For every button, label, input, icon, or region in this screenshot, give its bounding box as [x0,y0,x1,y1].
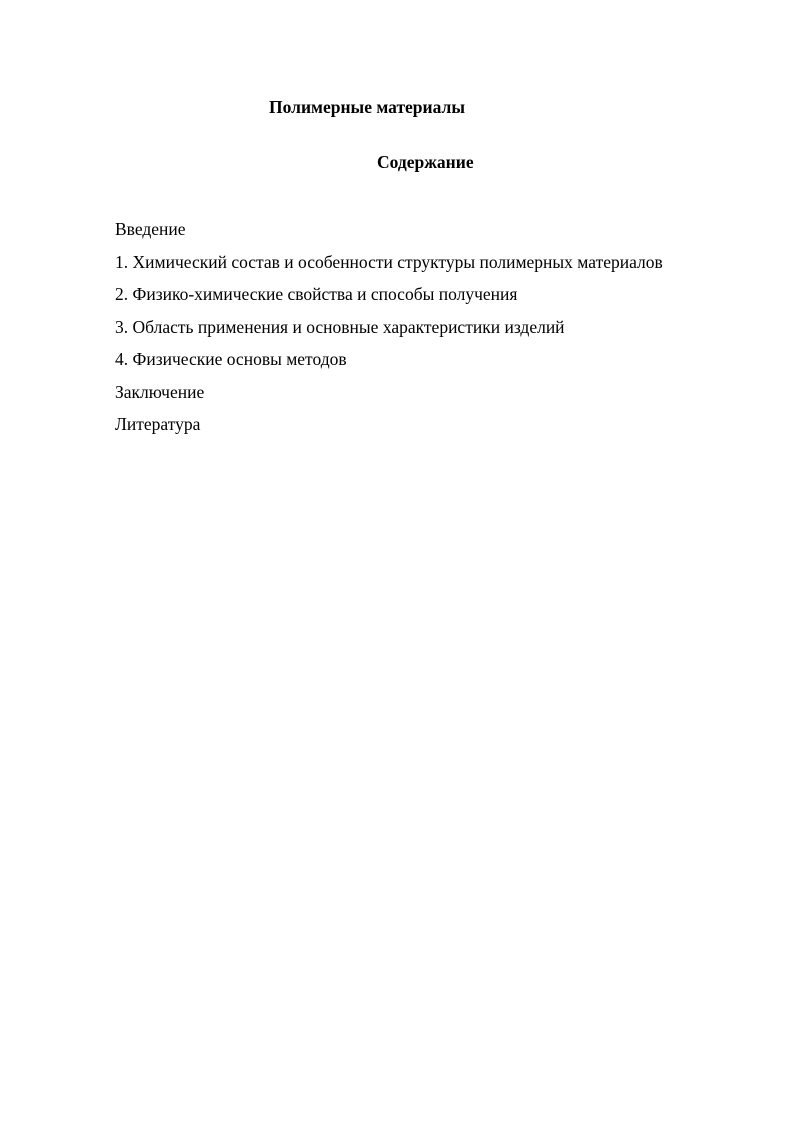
toc-item-chapter-1: 1. Химический состав и особенности структуры полимерных материалов [115,251,663,272]
toc-item-conclusion: Заключение [115,381,205,402]
document-title: Полимерные материалы [269,97,466,117]
toc-heading: Содержание [377,152,474,172]
table-of-contents [115,213,755,441]
toc-item-chapter-3: 3. Область применения и основные характеристики изделий [115,316,565,337]
toc-item-chapter-4: 4. Физические основы методов [115,349,347,369]
toc-item-introduction: Введение [115,219,186,239]
toc-item-chapter-2: 2. Физико-химические свойства и способы получения [115,284,518,304]
toc-item-literature: Литература [115,414,201,434]
